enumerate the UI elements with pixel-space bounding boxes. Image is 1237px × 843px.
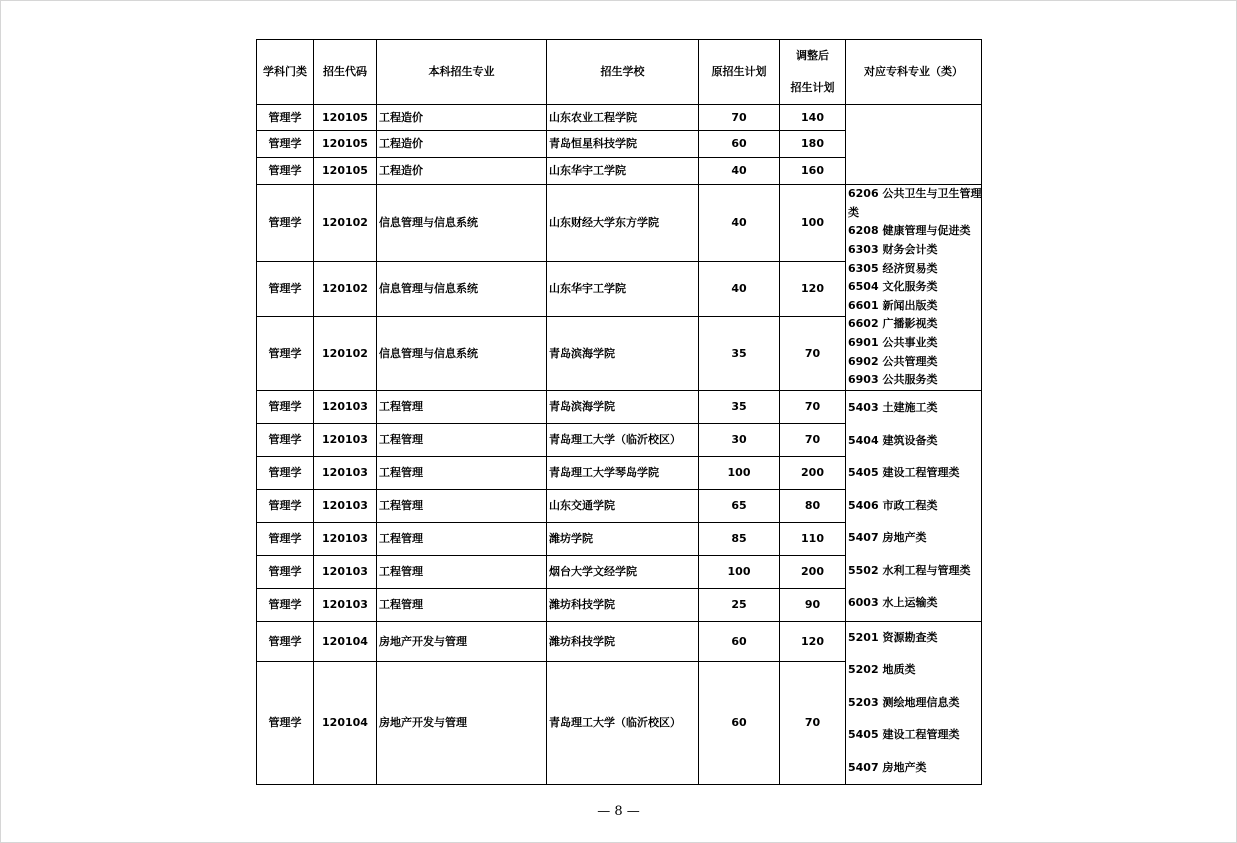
- cell-category: 管理学: [257, 457, 314, 490]
- cell-equivalent-group-3: [846, 622, 982, 785]
- cell-school: 潍坊学院: [547, 523, 699, 556]
- cell-code: 120103: [314, 391, 377, 424]
- equivalent-item: 6601 新闻出版类: [848, 298, 938, 312]
- cell-adjusted-plan: 140: [780, 105, 846, 131]
- cell-major: 工程管理: [377, 391, 547, 424]
- header-school: 招生学校: [547, 40, 699, 105]
- cell-original-plan: 100: [699, 457, 780, 490]
- cell-original-plan: 70: [699, 105, 780, 131]
- equivalent-item: 5405 建设工程管理类: [848, 466, 960, 480]
- cell-category: 管理学: [257, 185, 314, 262]
- cell-adjusted-plan: 70: [780, 424, 846, 457]
- cell-original-plan: 40: [699, 185, 780, 262]
- cell-adjusted-plan: 160: [780, 158, 846, 185]
- header-original-plan: 原招生计划: [699, 40, 780, 105]
- cell-adjusted-plan: 200: [780, 457, 846, 490]
- cell-original-plan: 85: [699, 523, 780, 556]
- equivalent-item: 6208 健康管理与促进类: [848, 224, 971, 238]
- cell-school: 潍坊科技学院: [547, 622, 699, 662]
- header-equivalent: 对应专科专业（类）: [846, 40, 982, 105]
- cell-code: 120102: [314, 262, 377, 317]
- header-adjusted-plan: [780, 40, 846, 105]
- cell-major: 房地产开发与管理: [377, 662, 547, 785]
- equivalent-item: 5202 地质类: [848, 663, 916, 677]
- cell-school: 烟台大学文经学院: [547, 556, 699, 589]
- table-row: [257, 185, 982, 262]
- cell-code: 120105: [314, 131, 377, 158]
- table-row: [257, 622, 982, 662]
- cell-adjusted-plan: 180: [780, 131, 846, 158]
- cell-adjusted-plan: 70: [780, 317, 846, 391]
- enrollment-plan-table: [256, 39, 982, 785]
- cell-school: 青岛滨海学院: [547, 317, 699, 391]
- cell-category: 管理学: [257, 490, 314, 523]
- cell-major: 信息管理与信息系统: [377, 262, 547, 317]
- cell-major: 工程造价: [377, 131, 547, 158]
- cell-original-plan: 100: [699, 556, 780, 589]
- cell-code: 120104: [314, 662, 377, 785]
- cell-school: 青岛滨海学院: [547, 391, 699, 424]
- cell-major: 工程造价: [377, 158, 547, 185]
- cell-code: 120103: [314, 523, 377, 556]
- cell-code: 120105: [314, 105, 377, 131]
- cell-original-plan: 35: [699, 317, 780, 391]
- cell-category: 管理学: [257, 589, 314, 622]
- equivalent-item: 6206 公共卫生与卫生管理: [848, 187, 982, 201]
- equivalent-item: 5201 资源勘查类: [848, 631, 938, 644]
- cell-adjusted-plan: 100: [780, 185, 846, 262]
- cell-category: 管理学: [257, 556, 314, 589]
- cell-code: 120103: [314, 490, 377, 523]
- equivalent-item: 类: [848, 205, 859, 219]
- cell-original-plan: 40: [699, 262, 780, 317]
- equivalent-item: 5407 房地产类: [848, 760, 927, 774]
- cell-original-plan: 35: [699, 391, 780, 424]
- cell-school: 潍坊科技学院: [547, 589, 699, 622]
- cell-category: 管理学: [257, 662, 314, 785]
- cell-major: 房地产开发与管理: [377, 622, 547, 662]
- equivalent-item: 6903 公共服务类: [848, 373, 938, 387]
- cell-adjusted-plan: 120: [780, 262, 846, 317]
- cell-school: 青岛理工大学琴岛学院: [547, 457, 699, 490]
- cell-school: 山东农业工程学院: [547, 105, 699, 131]
- cell-category: 管理学: [257, 131, 314, 158]
- cell-category: 管理学: [257, 158, 314, 185]
- cell-adjusted-plan: 80: [780, 490, 846, 523]
- cell-major: 工程造价: [377, 105, 547, 131]
- cell-original-plan: 25: [699, 589, 780, 622]
- header-row: [257, 40, 982, 105]
- cell-school: 青岛理工大学（临沂校区）: [547, 662, 699, 785]
- equivalent-item: 5502 水利工程与管理类: [848, 563, 971, 577]
- equivalent-item: 5203 测绘地理信息类: [848, 695, 960, 709]
- equivalent-item: 6901 公共事业类: [848, 335, 938, 349]
- cell-adjusted-plan: 120: [780, 622, 846, 662]
- cell-code: 120103: [314, 457, 377, 490]
- cell-major: 工程管理: [377, 589, 547, 622]
- cell-adjusted-plan: 70: [780, 391, 846, 424]
- cell-original-plan: 60: [699, 622, 780, 662]
- page-number: — 8 —: [597, 804, 640, 819]
- cell-equivalent-group-2: [846, 391, 982, 622]
- equivalent-item: 6504 文化服务类: [848, 280, 938, 294]
- cell-major: 工程管理: [377, 457, 547, 490]
- cell-major: 工程管理: [377, 424, 547, 457]
- cell-original-plan: 40: [699, 158, 780, 185]
- cell-school: 青岛理工大学（临沂校区）: [547, 424, 699, 457]
- cell-code: 120105: [314, 158, 377, 185]
- cell-adjusted-plan: 70: [780, 662, 846, 785]
- cell-school: 山东华宇工学院: [547, 158, 699, 185]
- equivalent-item: 5407 房地产类: [848, 531, 927, 545]
- header-category: 学科门类: [257, 40, 314, 105]
- equivalent-item: 6305 经济贸易类: [848, 261, 938, 275]
- cell-major: 信息管理与信息系统: [377, 185, 547, 262]
- cell-original-plan: 65: [699, 490, 780, 523]
- equivalent-item: 5405 建设工程管理类: [848, 728, 960, 742]
- cell-school: 青岛恒星科技学院: [547, 131, 699, 158]
- cell-equivalent-group-1: [846, 185, 982, 391]
- cell-code: 120104: [314, 622, 377, 662]
- equivalent-item: 6303 财务会计类: [848, 243, 938, 257]
- cell-category: 管理学: [257, 262, 314, 317]
- cell-original-plan: 60: [699, 131, 780, 158]
- equivalent-item: 5403 土建施工类: [848, 400, 938, 414]
- equivalent-item: 6902 公共管理类: [848, 354, 938, 368]
- equivalent-item: 6003 水上运输类: [848, 596, 938, 610]
- cell-code: 120103: [314, 589, 377, 622]
- equivalent-item: 5406 市政工程类: [848, 498, 938, 512]
- cell-category: 管理学: [257, 424, 314, 457]
- cell-code: 120102: [314, 185, 377, 262]
- cell-original-plan: 30: [699, 424, 780, 457]
- header-major: 本科招生专业: [377, 40, 547, 105]
- cell-adjusted-plan: 200: [780, 556, 846, 589]
- header-adjusted-line2: 招生计划: [790, 81, 835, 94]
- cell-category: 管理学: [257, 105, 314, 131]
- cell-adjusted-plan: 90: [780, 589, 846, 622]
- cell-major: 信息管理与信息系统: [377, 317, 547, 391]
- cell-code: 120102: [314, 317, 377, 391]
- cell-school: 山东交通学院: [547, 490, 699, 523]
- cell-major: 工程管理: [377, 556, 547, 589]
- cell-category: 管理学: [257, 317, 314, 391]
- cell-major: 工程管理: [377, 523, 547, 556]
- cell-original-plan: 60: [699, 662, 780, 785]
- table-row: [257, 391, 982, 424]
- header-adjusted-line1: 调整后: [796, 49, 829, 62]
- cell-major: 工程管理: [377, 490, 547, 523]
- cell-code: 120103: [314, 556, 377, 589]
- cell-code: 120103: [314, 424, 377, 457]
- cell-category: 管理学: [257, 391, 314, 424]
- cell-adjusted-plan: 110: [780, 523, 846, 556]
- cell-school: 山东财经大学东方学院: [547, 185, 699, 262]
- equivalent-item: 5404 建筑设备类: [848, 433, 938, 447]
- header-code: 招生代码: [314, 40, 377, 105]
- cell-category: 管理学: [257, 523, 314, 556]
- cell-category: 管理学: [257, 622, 314, 662]
- cell-school: 山东华宇工学院: [547, 262, 699, 317]
- cell-equivalent-empty: [846, 105, 982, 185]
- equivalent-item: 6602 广播影视类: [848, 317, 938, 331]
- table-row: [257, 105, 982, 131]
